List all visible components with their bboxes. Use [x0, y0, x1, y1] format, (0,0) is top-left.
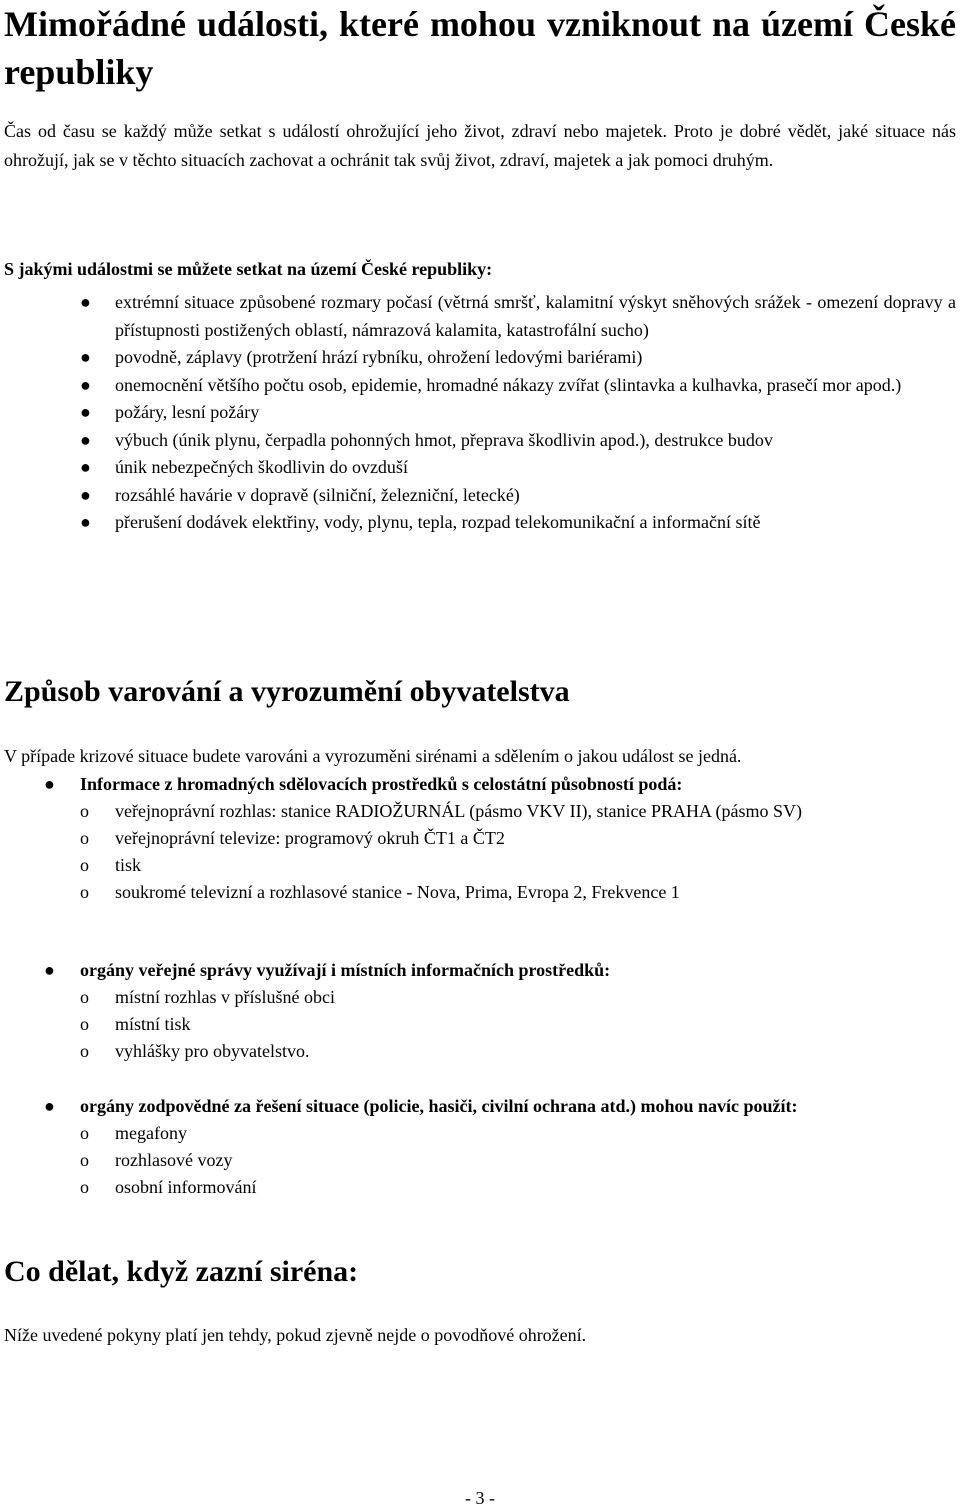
page-number: - 3 -	[465, 1488, 495, 1508]
list-item: ● přerušení dodávek elektřiny, vody, plynu, tepla, rozpad telekomunikační a informační sítě	[4, 509, 956, 537]
group-media	[4, 771, 956, 906]
siren-note: Níže uvedené pokyny platí jen tehdy, pokud zjevně nejde o povodňové ohrožení.	[4, 1325, 587, 1345]
list-item: ● povodně, záplavy (protržení hrází rybníku, ohrožení ledovými bariérami)	[4, 344, 956, 372]
warning-intro: V případe krizové situace budete varováni a vyrozuměni sirénami a sdělením o jakou událost se jedná.	[4, 746, 742, 766]
sub-item: o veřejnoprávní rozhlas: stanice RADIOŽURNÁL (pásmo VKV II), stanice PRAHA (pásmo SV)	[4, 798, 956, 825]
circle-bullet-icon: o	[80, 1014, 89, 1034]
warning-heading: Způsob varování a vyrozumění obyvatelstva	[4, 675, 570, 708]
circle-bullet-icon: o	[80, 828, 89, 848]
siren-heading: Co dělat, když zazní siréna:	[4, 1255, 359, 1288]
bullet-icon: ●	[80, 374, 91, 395]
sub-item: o megafony	[4, 1120, 956, 1147]
events-list	[4, 289, 956, 537]
document-title: Mimořádné události, které mohou vzniknout na území České republiky	[4, 4, 956, 92]
bullet-icon: ●	[80, 347, 91, 367]
bullet-icon: ●	[80, 429, 91, 450]
sub-item: o vyhlášky pro obyvatelstvo.	[4, 1038, 956, 1065]
circle-bullet-icon: o	[80, 1150, 89, 1170]
circle-bullet-icon: o	[80, 987, 89, 1007]
list-item: ● únik nebezpečných škodlivin do ovzduší	[4, 454, 956, 482]
list-item: ● výbuch (únik plynu, čerpadla pohonných hmot, přeprava škodlivin apod.), destrukce budov	[4, 427, 956, 455]
group-label: ● orgány zodpovědné za řešení situace (policie, hasiči, civilní ochrana atd.) mohou navíc použít:	[4, 1093, 956, 1120]
circle-bullet-icon: o	[80, 855, 89, 875]
group-local	[4, 957, 956, 1065]
list-item: ● onemocnění většího počtu osob, epidemie, hromadné nákazy zvířat (slintavka a kulhavka, prasečí mor apod.)	[4, 372, 956, 400]
circle-bullet-icon: o	[80, 1123, 89, 1143]
bullet-icon: ●	[80, 457, 91, 477]
sub-item: o místní rozhlas v příslušné obci	[4, 984, 956, 1011]
intro-paragraph: Čas od času se každý může setkat s událostí ohrožující jeho život, zdraví nebo majetek. Proto je dobré vědět, jaké situace nás ohrožují, jak se v těchto situacích zachovat a ochránit tak svůj život, zdraví, majetek a jak pomoci druhým.	[4, 121, 956, 170]
sub-item: o tisk	[4, 852, 956, 879]
circle-bullet-icon: o	[80, 1177, 89, 1197]
bullet-icon: ●	[44, 774, 55, 794]
list-item: ● požáry, lesní požáry	[4, 399, 956, 427]
circle-bullet-icon: o	[80, 801, 89, 821]
list-item: ● extrémní situace způsobené rozmary počasí (větrná smršť, kalamitní výskyt sněhových srážek - omezení dopravy a přístupnosti postižených oblastí, námrazová kalamita, katastrofální sucho)	[4, 289, 956, 344]
group-label: ● Informace z hromadných sdělovacích prostředků s celostátní působností podá:	[4, 771, 956, 798]
sub-item: o osobní informování	[4, 1174, 956, 1201]
sub-item: o veřejnoprávní televize: programový okruh ČT1 a ČT2	[4, 825, 956, 852]
bullet-icon: ●	[80, 512, 91, 532]
group-label: ● orgány veřejné správy využívají i místních informačních prostředků:	[4, 957, 956, 984]
sub-item: o rozhlasové vozy	[4, 1147, 956, 1174]
list-item: ● rozsáhlé havárie v dopravě (silniční, železniční, letecké)	[4, 482, 956, 510]
bullet-icon: ●	[44, 1096, 55, 1116]
circle-bullet-icon: o	[80, 882, 89, 902]
bullet-icon: ●	[44, 960, 55, 980]
group-responders	[4, 1093, 956, 1201]
bullet-icon: ●	[80, 402, 91, 422]
sub-item: o místní tisk	[4, 1011, 956, 1038]
bullet-icon: ●	[80, 484, 91, 505]
sub-item: o soukromé televizní a rozhlasové stanice - Nova, Prima, Evropa 2, Frekvence 1	[4, 879, 956, 906]
document-page	[4, 0, 956, 1509]
events-heading: S jakými událostmi se můžete setkat na území České republiky:	[4, 259, 493, 279]
circle-bullet-icon: o	[80, 1041, 89, 1061]
bullet-icon: ●	[80, 292, 91, 312]
